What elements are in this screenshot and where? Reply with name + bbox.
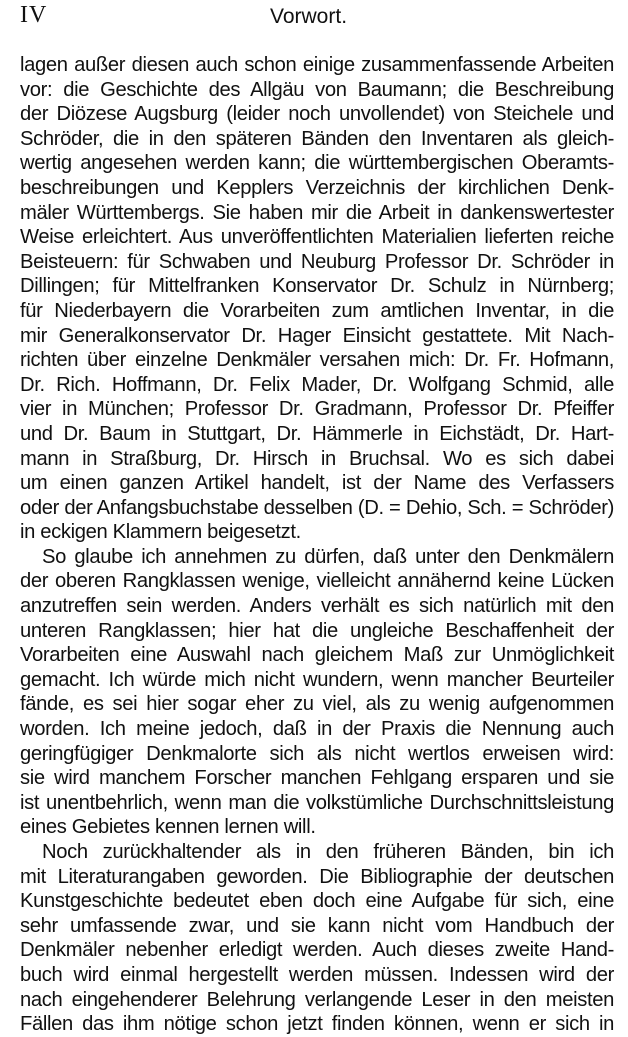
text-line: Dillingen; für Mittelfranken Konservator Dr. Schulz in Nürnberg;: [20, 275, 614, 298]
text-line: mann in Straßburg, Dr. Hirsch in Bruchsal. Wo es sich dabei: [20, 447, 614, 470]
text-line: für Niederbayern die Vorarbeiten zum amtlichen Inventar, in die: [20, 299, 614, 322]
text-line: buch wird einmal hergestellt werden müssen. Indessen wird der: [20, 963, 614, 986]
text-line: lagen außer diesen auch schon einige zusammenfassende Arbeiten: [20, 54, 614, 76]
text-line: geringfügiger Denkmalorte sich als nicht wertlos erweisen wird:: [20, 742, 614, 765]
text-line: mir Generalkonservator Dr. Hager Einsicht gestattete. Mit Nach-: [20, 324, 614, 347]
text-line: fände, es sei hier sogar eher zu viel, als zu wenig aufgenommen: [20, 693, 614, 716]
text-line: der Diözese Augsburg (leider noch unvollendet) von Steichele und: [20, 103, 614, 126]
text-line: und Dr. Baum in Stuttgart, Dr. Hämmerle in Eichstädt, Dr. Hart-: [20, 422, 614, 445]
text-line: vier in München; Professor Dr. Gradmann, Professor Dr. Pfeiffer: [20, 398, 614, 421]
text-line: der oberen Rangklassen wenige, vielleicht annähernd keine Lücken: [20, 570, 614, 593]
text-line: nach eingehenderer Belehrung verlangende Leser in den meisten: [20, 988, 614, 1011]
text-line: Vorarbeiten eine Auswahl nach gleichem Maß zur Unmöglichkeit: [20, 644, 614, 667]
paragraph-start-line: So glaube ich annehmen zu dürfen, daß unter den Denkmälern: [42, 545, 614, 568]
text-line: um einen ganzen Artikel handelt, ist der Name des Verfassers: [20, 472, 614, 495]
text-line: richten über einzelne Denkmäler versahen mich: Dr. Fr. Hofmann,: [20, 349, 614, 372]
text-line: beschreibungen und Kepplers Verzeichnis der kirchlichen Denk-: [20, 176, 614, 199]
text-line: sehr umfassende zwar, und sie kann nicht vom Handbuch der: [20, 914, 614, 937]
running-title: Vorwort.: [270, 5, 348, 28]
text-line: unteren Rangklassen; hier hat die ungleiche Beschaffenheit der: [20, 619, 614, 642]
text-line: Dr. Rich. Hoffmann, Dr. Felix Mader, Dr. Wolfgang Schmid, alle: [20, 373, 614, 396]
text-line: Kunstgeschichte bedeutet eben doch eine Aufgabe für sich, eine: [20, 890, 614, 913]
text-line: Beisteuern: für Schwaben und Neuburg Professor Dr. Schröder in: [20, 250, 614, 273]
text-line: Weise erleichtert. Aus unveröffentlichten Materialien lieferten reiche: [20, 226, 614, 249]
text-line: sie wird manchem Forscher manchen Fehlgang ersparen und sie: [20, 767, 614, 790]
text-line: Denkmäler nebenher erledigt werden. Auch dieses zweite Hand-: [20, 939, 614, 962]
text-line: wertig angesehen werden kann; die württembergischen Oberamts-: [20, 152, 614, 175]
text-line: mit Literaturangaben geworden. Die Bibliographie der deutschen: [20, 865, 614, 888]
text-line: anzutreffen sein werden. Anders verhält es sich natürlich mit den: [20, 595, 614, 618]
text-line: vor: die Geschichte des Allgäu von Baumann; die Beschreibung: [20, 78, 614, 101]
text-line: gemacht. Ich würde mich nicht wundern, wenn mancher Beurteiler: [20, 668, 614, 691]
paragraph-end-line: eines Gebietes kennen lernen will.: [20, 816, 316, 839]
page-number: IV: [20, 2, 48, 28]
text-line: Schröder, die in den späteren Bänden den Inventaren als gleich-: [20, 127, 614, 150]
body-text: [20, 53, 614, 1037]
text-line: Fällen das ihm nötige schon jetzt finden können, wenn er sich in: [20, 1013, 614, 1036]
text-line: worden. Ich meine jedoch, daß in der Praxis die Nennung auch: [20, 718, 614, 741]
page-header: [20, 2, 612, 32]
text-line: mäler Württembergs. Sie haben mir die Arbeit in dankenswertester: [20, 201, 614, 224]
text-line: ist unentbehrlich, wenn man die volkstümliche Durchschnittsleistung: [20, 791, 614, 814]
paragraph-start-line: Noch zurückhaltender als in den früheren Bänden, bin ich: [42, 841, 614, 863]
text-line: oder der Anfangsbuchstabe desselben (D. = Dehio, Sch. = Schröder): [20, 496, 614, 519]
paragraph-end-line: in eckigen Klammern beigesetzt.: [20, 521, 301, 544]
